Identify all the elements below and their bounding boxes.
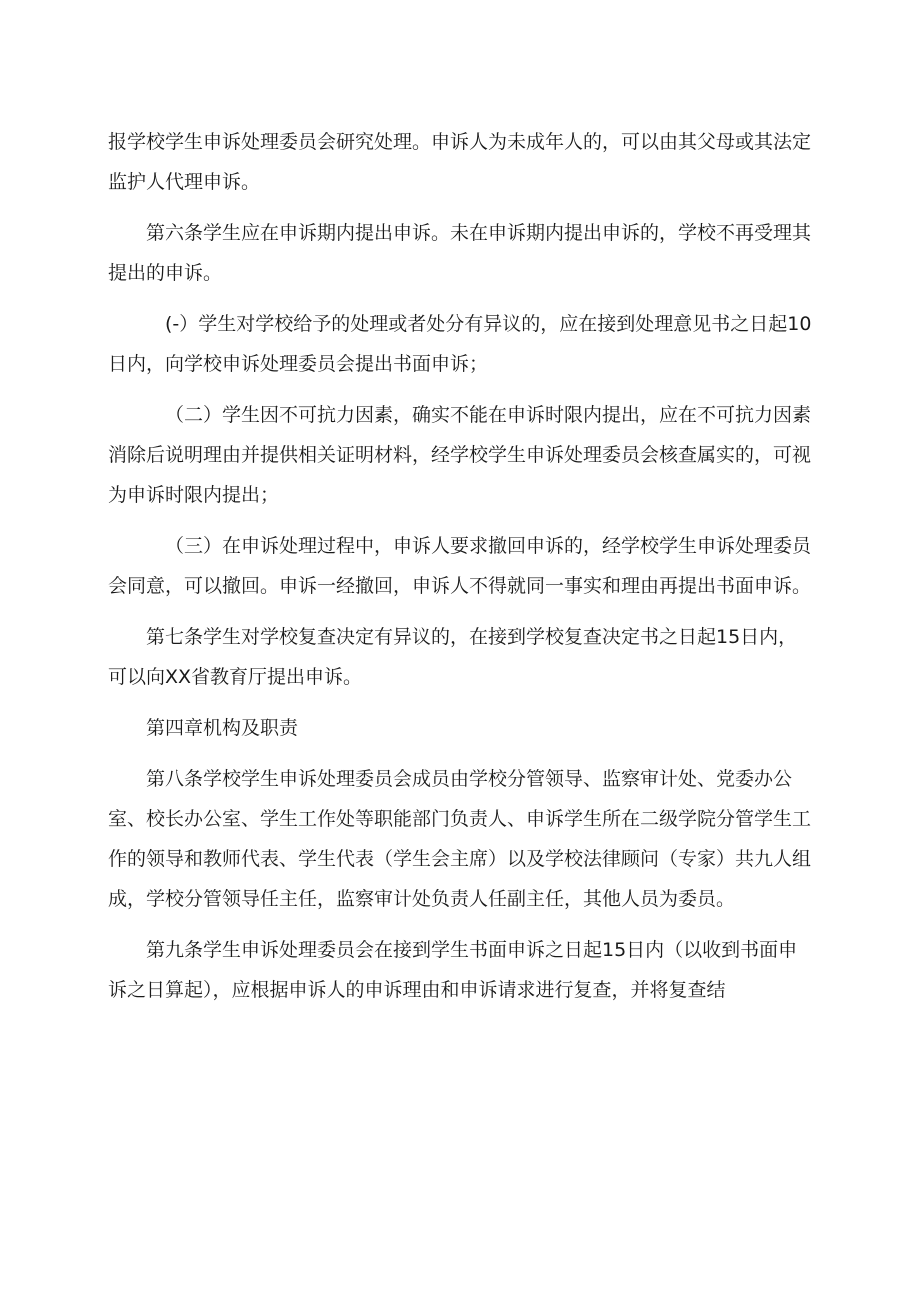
paragraph-article-9: 第九条学生申诉处理委员会在接到学生书面申诉之日起15日内（以收到书面申诉之日算起），应根据申诉人的申诉理由和申诉请求进行复查，并将复查结 xyxy=(108,939,798,1001)
paragraph-continuation: 报学校学生申诉处理委员会研究处理。申诉人为未成年人的，可以由其父母或其法定监护人代理申诉。 xyxy=(108,131,812,193)
document-body xyxy=(108,122,816,1021)
paragraph-item-3: （三）在申诉处理过程中，申诉人要求撤回申诉的，经学校学生申诉处理委员会同意，可以撤回。申诉一经撤回，申诉人不得就同一事实和理由再提出书面申诉。 xyxy=(108,535,812,597)
paragraph-item-1: (-）学生对学校给予的处理或者处分有异议的，应在接到处理意见书之日起10日内，向学校申诉处理委员会提出书面申诉； xyxy=(108,313,812,375)
paragraph-article-6: 第六条学生应在申诉期内提出申诉。未在申诉期内提出申诉的，学校不再受理其提出的申诉。 xyxy=(108,222,812,284)
paragraph-article-7: 第七条学生对学校复查决定有异议的，在接到学校复查决定书之日起15日内，可以向XX省教育厅提出申诉。 xyxy=(108,626,798,688)
paragraph-item-2: （二）学生因不可抗力因素，确实不能在申诉时限内提出，应在不可抗力因素消除后说明理由并提供相关证明材料，经学校学生申诉处理委员会核查属实的，可视为申诉时限内提出； xyxy=(108,404,812,506)
chapter-heading: 第四章机构及职责 xyxy=(146,717,299,739)
paragraph-article-8: 第八条学校学生申诉处理委员会成员由学校分管领导、监察审计处、党委办公室、校长办公室、学生工作处等职能部门负责人、申诉学生所在二级学院分管学生工作的领导和教师代表、学生代表（学生会主席）以及学校法律顾问（专家）共九人组成，学校分管领导任主任，监察审计处负责人任副主任，其他人员为委员。 xyxy=(108,768,812,910)
